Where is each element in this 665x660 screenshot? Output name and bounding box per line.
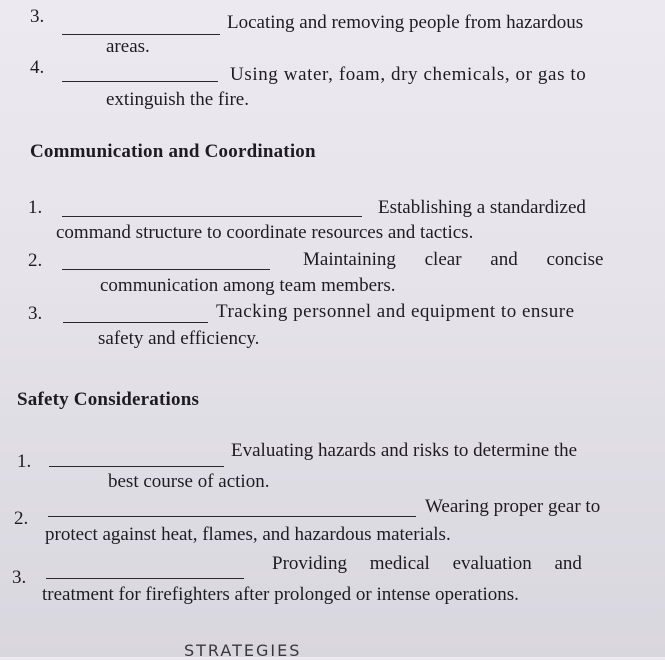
- next-section-heading: STRATEGIES: [184, 641, 302, 660]
- item-number: 4.: [30, 57, 45, 78]
- item-text: Establishing a standardized: [378, 197, 586, 218]
- item-text: Tracking personnel and equipment to ensure: [216, 301, 575, 322]
- answer-blank[interactable]: [63, 322, 208, 323]
- section-heading-communication: Communication and Coordination: [30, 141, 316, 162]
- item-number: 3.: [12, 567, 27, 588]
- item-number: 2.: [28, 250, 43, 271]
- item-number: 3.: [30, 6, 45, 27]
- answer-blank[interactable]: [46, 578, 244, 579]
- answer-blank[interactable]: [62, 34, 220, 35]
- item-text: Locating and removing people from hazardous: [227, 12, 584, 33]
- item-number: 1.: [28, 197, 43, 218]
- item-text: safety and efficiency.: [98, 328, 260, 349]
- item-text: extinguish the fire.: [106, 89, 249, 110]
- answer-blank[interactable]: [48, 516, 416, 517]
- item-text: Using water, foam, dry chemicals, or gas to: [230, 64, 587, 85]
- item-text: Maintaining clear and concise: [303, 249, 604, 270]
- item-text: best course of action.: [108, 471, 270, 492]
- section-heading-safety: Safety Considerations: [17, 389, 200, 410]
- item-text: areas.: [106, 36, 150, 57]
- answer-blank[interactable]: [62, 216, 362, 217]
- item-number: 3.: [28, 303, 43, 324]
- item-text: communication among team members.: [100, 275, 396, 296]
- item-text: Evaluating hazards and risks to determine the: [231, 440, 578, 461]
- item-text: Wearing proper gear to: [425, 496, 601, 517]
- item-text: command structure to coordinate resources and tactics.: [56, 222, 474, 243]
- item-text: treatment for firefighters after prolonged or intense operations.: [42, 584, 519, 605]
- answer-blank[interactable]: [62, 81, 218, 82]
- answer-blank[interactable]: [62, 269, 270, 270]
- item-text: Providing medical evaluation and: [272, 553, 582, 574]
- item-text: protect against heat, flames, and hazardous materials.: [45, 524, 451, 545]
- item-number: 1.: [17, 451, 32, 472]
- answer-blank[interactable]: [49, 466, 224, 467]
- item-number: 2.: [14, 508, 29, 529]
